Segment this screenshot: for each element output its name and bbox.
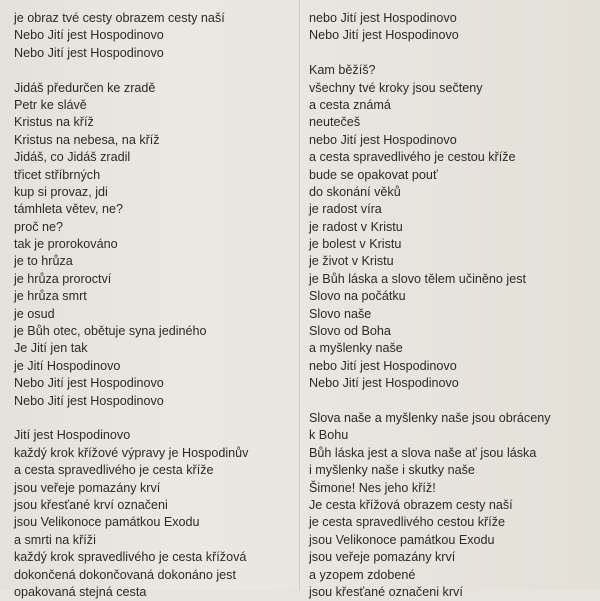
right-verse-line: i myšlenky naše i skutky naše — [309, 463, 475, 478]
right-verse-line: Slova naše a myšlenky naše jsou obráceny — [309, 410, 551, 425]
right-verse-line: všechny tvé kroky jsou sečteny — [309, 80, 483, 95]
right-verse-line: je radost víra — [309, 202, 382, 217]
right-verse-line: a yzopem zdobené — [309, 567, 416, 582]
left-stanza-break — [14, 410, 294, 427]
right-verse-line: nebo Jití jest Hospodinovo — [309, 11, 457, 25]
left-verse-line: je hrůza smrt — [14, 289, 87, 304]
left-verse-line: a cesta spravedlivého je cesta kříže — [14, 463, 214, 478]
right-verse-line: Je cesta křížová obrazem cesty naší — [309, 497, 513, 512]
right-verse-line: je radost v Kristu — [309, 219, 403, 234]
right-verse-line: jsou křesťané označeni krví — [309, 584, 463, 599]
right-verse-line: Slovo na počátku — [309, 289, 406, 304]
left-verse-line: Jidáš předurčen ke zradě — [14, 80, 156, 95]
left-verse-line: každý krok křížové výpravy je Hospodinův — [14, 445, 249, 460]
left-verse-line: jsou křesťané krví označeni — [14, 497, 168, 512]
left-verse-line: každý krok spravedlivého je cesta křížová — [14, 550, 247, 565]
right-verse-line: je bolest v Kristu — [309, 237, 402, 252]
left-verse-line: jsou veřeje pomazány krví — [14, 480, 161, 495]
left-verse-line: třicet stříbrných — [14, 167, 101, 182]
left-verse-line: je hrůza proroctví — [14, 271, 112, 286]
right-verse-line: Šimone! Nes jeho kříž! — [309, 480, 436, 495]
right-verse-line: Nebo Jití jest Hospodinovo — [309, 376, 459, 391]
left-verse-line: támhleta větev, ne? — [14, 202, 123, 217]
right-verse-line: je cesta spravedlivého cestou kříže — [309, 515, 506, 530]
right-verse-line: nebo Jití jest Hospodinovo — [309, 132, 457, 147]
right-verse-line: a myšlenky naše — [309, 341, 403, 356]
right-verse-line: je život v Kristu — [309, 254, 394, 269]
left-verse-line: je to hrůza — [14, 254, 73, 269]
right-verse-line: jsou veřeje pomazány krví — [309, 550, 456, 565]
right-verse-line: Bůh láska jest a slova naše ať jsou láska — [309, 445, 537, 460]
right-stanza-break — [309, 393, 591, 410]
left-stanza-break — [14, 62, 294, 79]
left-verse-line: a smrti na kříži — [14, 532, 96, 547]
right-verse-line: a cesta známá — [309, 97, 391, 112]
left-verse-line: Kristus na kříž — [14, 115, 94, 130]
right-verse-line: Nebo Jití jest Hospodinovo — [309, 28, 459, 43]
left-verse-line: jsou Velikonoce památkou Exodu — [14, 515, 200, 530]
left-verse-line: Kristus na nebesa, na kříž — [14, 132, 160, 147]
left-verse-line: Nebo Jití jest Hospodinovo — [14, 376, 164, 391]
left-verse-line: je Jití Hospodinovo — [14, 358, 121, 373]
right-verse-line: je Bůh láska a slovo tělem učiněno jest — [309, 271, 527, 286]
right-text-column — [309, 10, 591, 601]
left-verse-line: Nebo Jití jest Hospodinovo — [14, 393, 164, 408]
left-verse-line: kup si provaz, jdi — [14, 184, 108, 199]
left-verse-line: Petr ke slávě — [14, 97, 87, 112]
left-verse-line: tak je prorokováno — [14, 237, 118, 252]
right-verse-line: Slovo od Boha — [309, 324, 391, 339]
left-verse-line: Nebo Jití jest Hospodinovo — [14, 45, 164, 60]
right-verse-line: k Bohu — [309, 428, 349, 443]
left-verse-line: Nebo Jití jest Hospodinovo — [14, 28, 164, 43]
right-verse-line: Slovo naše — [309, 306, 372, 321]
left-verse-line: Je Jití jen tak — [14, 341, 88, 356]
left-verse-line: proč ne? — [14, 219, 64, 234]
right-verse-line: neutečeš — [309, 115, 361, 130]
left-verse-line: je osud — [14, 306, 55, 321]
right-stanza-break — [309, 45, 591, 62]
right-verse-line: bude se opakovat pouť — [309, 167, 438, 182]
left-verse-line: je obraz tvé cesty obrazem cesty naší — [14, 11, 225, 25]
left-verse-line: Jidáš, co Jidáš zradil — [14, 150, 131, 165]
left-verse-line: Jití jest Hospodinovo — [14, 428, 131, 443]
left-text-column — [14, 10, 294, 601]
right-verse-line: Kam běžíš? — [309, 63, 376, 78]
column-gutter — [299, 0, 300, 590]
left-verse-line: dokončená dokončovaná dokonáno jest — [14, 567, 236, 582]
right-verse-line: do skonání věků — [309, 184, 401, 199]
right-verse-line: jsou Velikonoce památkou Exodu — [309, 532, 495, 547]
right-verse-line: nebo Jití jest Hospodinovo — [309, 358, 457, 373]
left-verse-line: je Bůh otec, obětuje syna jediného — [14, 324, 207, 339]
right-verse-line: a cesta spravedlivého je cestou kříže — [309, 150, 516, 165]
left-verse-line: opakovaná stejná cesta — [14, 584, 147, 599]
